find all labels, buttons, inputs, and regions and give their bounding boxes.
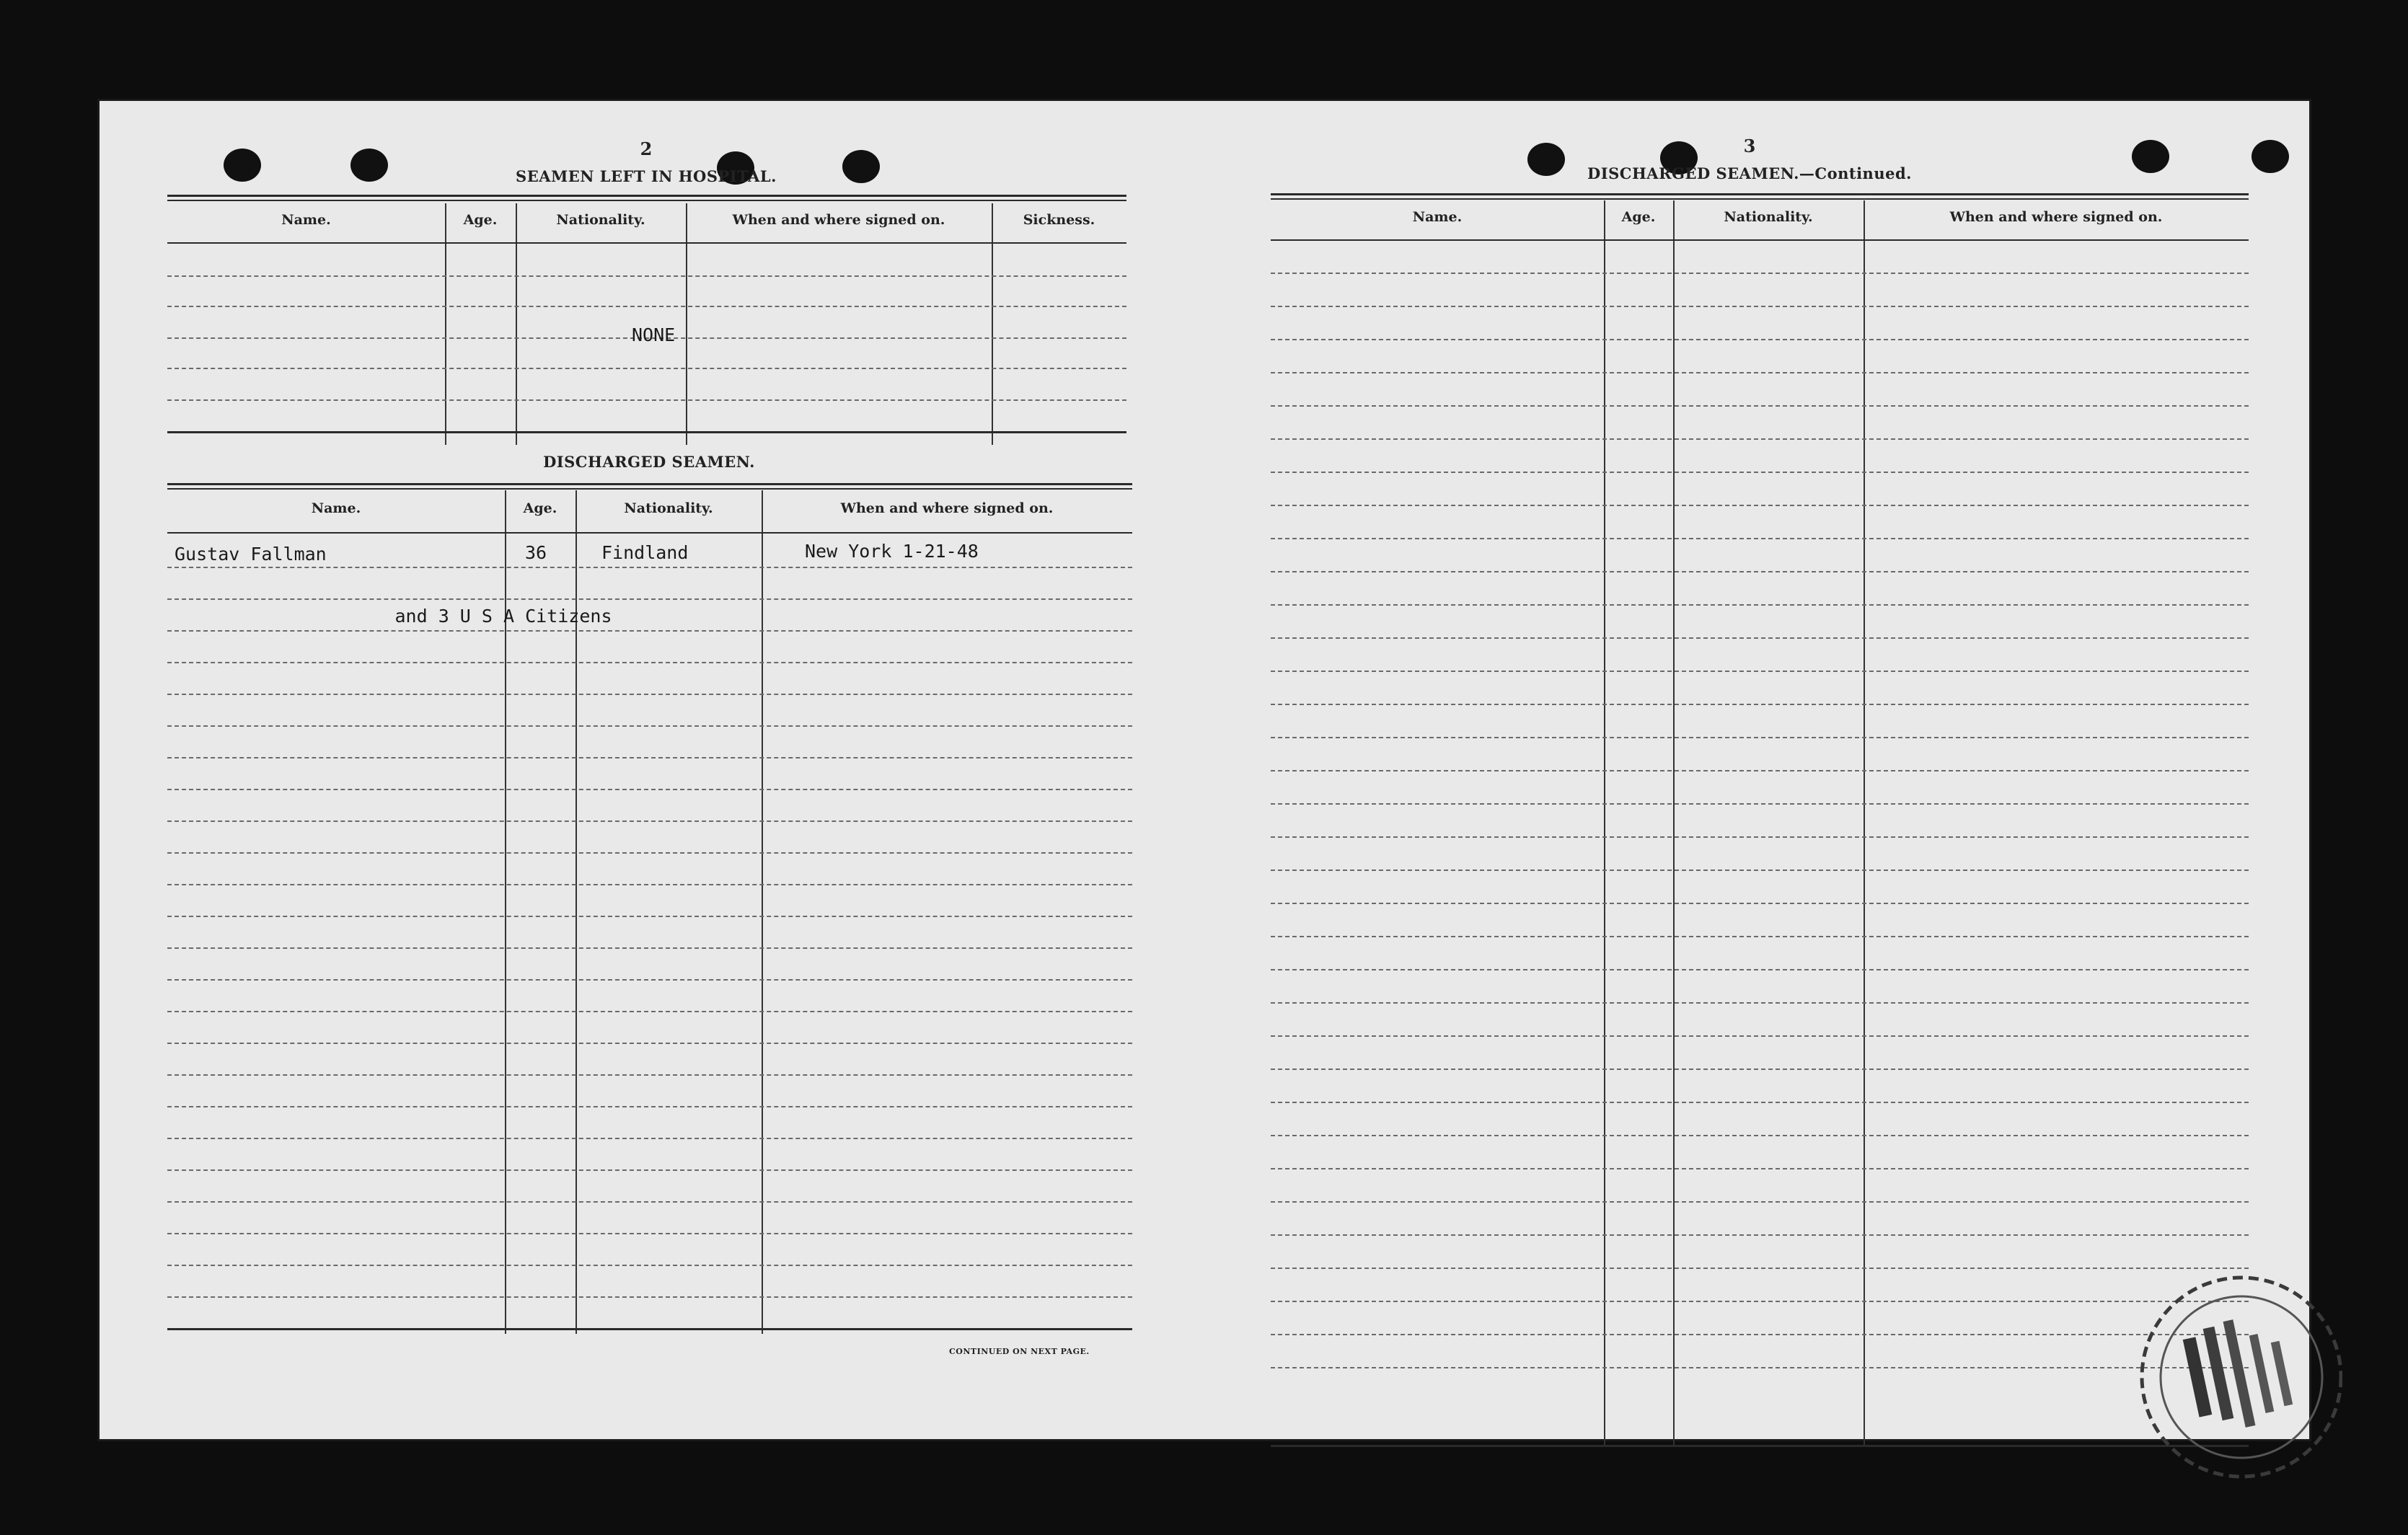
inspection-stamp bbox=[2097, 1269, 2342, 1485]
header-age: Age. bbox=[463, 212, 498, 228]
row-line bbox=[167, 1106, 1132, 1107]
row-line bbox=[1271, 770, 2249, 771]
header-signed-on: When and where signed on. bbox=[840, 500, 1054, 516]
column-divider bbox=[992, 203, 993, 445]
row-line bbox=[1271, 472, 2249, 473]
top-rule bbox=[167, 195, 1126, 197]
discharged-section-title: DISCHARGED SEAMEN. bbox=[543, 453, 755, 471]
row-line bbox=[167, 789, 1132, 790]
header-sickness: Sickness. bbox=[1023, 212, 1095, 228]
row-line bbox=[1271, 538, 2249, 539]
page-number: 2 bbox=[640, 138, 653, 159]
discharged-name: Gustav Fallman bbox=[175, 544, 327, 565]
document-sheet bbox=[100, 101, 2309, 1439]
row-line bbox=[1271, 1035, 2249, 1037]
row-line bbox=[167, 1233, 1132, 1234]
row-line bbox=[167, 947, 1132, 949]
row-line bbox=[167, 598, 1132, 600]
discharged-continued-title: DISCHARGED SEAMEN.—Continued. bbox=[1587, 164, 1912, 182]
row-line bbox=[1271, 1201, 2249, 1203]
continued-footer: CONTINUED ON NEXT PAGE. bbox=[949, 1347, 1090, 1356]
hospital-table bbox=[167, 203, 1126, 445]
header-name: Name. bbox=[311, 500, 361, 516]
punch-hole bbox=[2252, 140, 2289, 173]
punch-hole bbox=[842, 150, 880, 183]
row-line bbox=[1271, 306, 2249, 307]
row-line bbox=[1271, 870, 2249, 871]
row-line bbox=[167, 306, 1126, 307]
row-line bbox=[167, 979, 1132, 981]
header-age: Age. bbox=[1621, 209, 1656, 225]
discharged-signed-on: New York 1-21-48 bbox=[805, 541, 979, 562]
row-line bbox=[1271, 339, 2249, 340]
discharged-nationality: Findland bbox=[601, 542, 689, 563]
row-line bbox=[1271, 1069, 2249, 1070]
row-line bbox=[167, 820, 1132, 822]
header-nationality: Nationality. bbox=[556, 212, 645, 228]
discharged-continued-table bbox=[1271, 200, 2249, 1448]
row-line bbox=[1271, 671, 2249, 672]
row-line bbox=[1271, 637, 2249, 639]
right-page bbox=[1210, 101, 2309, 1439]
column-divider bbox=[1864, 200, 1865, 1445]
column-divider bbox=[516, 203, 517, 445]
row-line bbox=[167, 694, 1132, 695]
page-number: 3 bbox=[1743, 136, 1756, 156]
row-line bbox=[167, 1074, 1132, 1076]
header-name: Name. bbox=[281, 212, 331, 228]
header-nationality: Nationality. bbox=[624, 500, 713, 516]
column-divider bbox=[1604, 200, 1605, 1445]
header-age: Age. bbox=[523, 500, 557, 516]
top-rule bbox=[167, 200, 1126, 201]
header-name: Name. bbox=[1412, 209, 1463, 225]
discharged-note: and 3 U S A Citizens bbox=[394, 606, 612, 627]
row-line bbox=[1271, 1168, 2249, 1169]
column-divider bbox=[1673, 200, 1675, 1445]
row-line bbox=[167, 630, 1132, 632]
header-signed-on: When and where signed on. bbox=[732, 212, 945, 228]
row-line bbox=[1271, 737, 2249, 738]
row-line bbox=[1271, 1102, 2249, 1103]
section-rule bbox=[167, 488, 1132, 490]
row-line bbox=[1271, 405, 2249, 407]
row-line bbox=[1271, 571, 2249, 572]
header-rule bbox=[167, 532, 1132, 534]
row-line bbox=[167, 1138, 1132, 1139]
header-rule bbox=[167, 242, 1126, 244]
row-line bbox=[167, 1169, 1132, 1171]
row-line bbox=[167, 757, 1132, 758]
row-line bbox=[167, 725, 1132, 727]
row-line bbox=[167, 662, 1132, 663]
row-line bbox=[1271, 936, 2249, 937]
top-rule bbox=[1271, 193, 2249, 195]
row-line bbox=[167, 1296, 1132, 1298]
punch-hole bbox=[224, 149, 261, 182]
row-line bbox=[167, 852, 1132, 854]
row-line bbox=[1271, 836, 2249, 838]
row-line bbox=[1271, 273, 2249, 274]
discharged-table bbox=[167, 490, 1132, 1337]
header-rule bbox=[1271, 239, 2249, 241]
row-line bbox=[167, 1043, 1132, 1044]
bottom-rule bbox=[167, 1328, 1132, 1330]
row-line bbox=[167, 567, 1132, 568]
punch-hole bbox=[1527, 143, 1565, 176]
left-page bbox=[100, 101, 1210, 1439]
row-line bbox=[1271, 704, 2249, 705]
discharged-age: 36 bbox=[525, 542, 547, 563]
punch-hole bbox=[350, 149, 388, 182]
row-line bbox=[167, 275, 1126, 277]
row-line bbox=[167, 399, 1126, 401]
column-divider bbox=[762, 490, 763, 1334]
hospital-none-entry: NONE bbox=[632, 324, 676, 345]
punch-hole bbox=[2132, 140, 2169, 173]
row-line bbox=[1271, 372, 2249, 373]
bottom-rule bbox=[167, 431, 1126, 433]
header-signed-on: When and where signed on. bbox=[1949, 209, 2163, 225]
row-line bbox=[167, 916, 1132, 917]
row-line bbox=[1271, 505, 2249, 506]
row-line bbox=[167, 1265, 1132, 1266]
row-line bbox=[1271, 604, 2249, 606]
row-line bbox=[1271, 803, 2249, 805]
row-line bbox=[1271, 1135, 2249, 1136]
row-line bbox=[167, 1011, 1132, 1012]
row-line bbox=[1271, 1002, 2249, 1004]
header-nationality: Nationality. bbox=[1724, 209, 1813, 225]
row-line bbox=[1271, 969, 2249, 970]
top-rule bbox=[1271, 198, 2249, 200]
row-line bbox=[1271, 903, 2249, 904]
hospital-section-title: SEAMEN LEFT IN HOSPITAL. bbox=[516, 167, 777, 185]
row-line bbox=[1271, 438, 2249, 440]
row-line bbox=[167, 884, 1132, 885]
row-line bbox=[1271, 1234, 2249, 1236]
column-divider bbox=[686, 203, 687, 445]
section-rule bbox=[167, 483, 1132, 485]
column-divider bbox=[445, 203, 446, 445]
row-line bbox=[167, 368, 1126, 369]
row-line bbox=[167, 1201, 1132, 1203]
